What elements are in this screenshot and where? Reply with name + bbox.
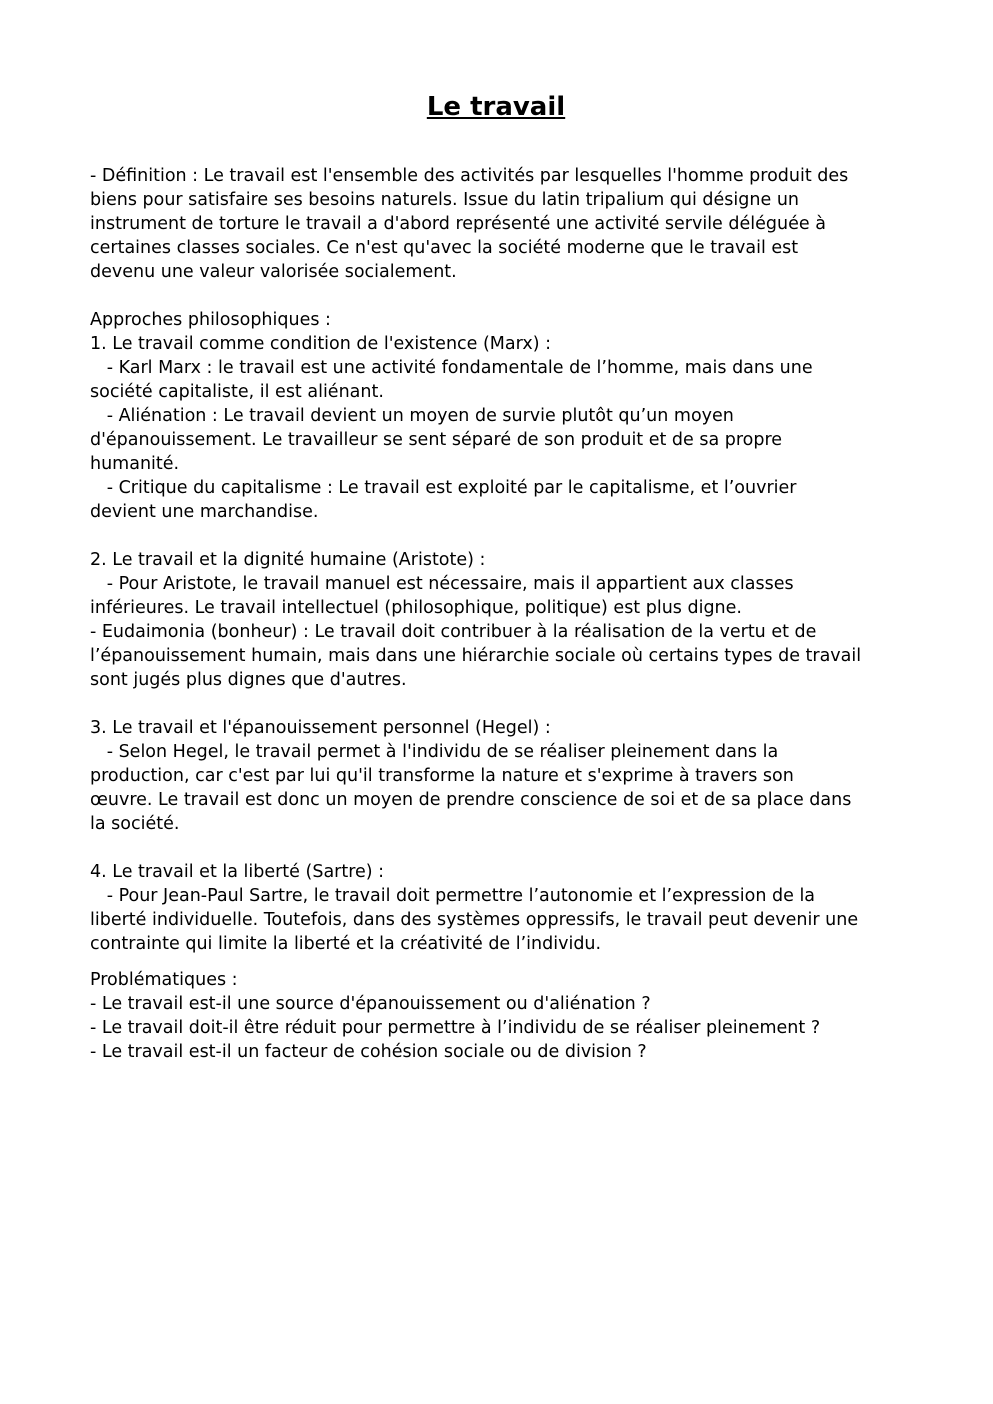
section-line: liberté individuelle. Toutefois, dans des systèmes oppressifs, le travail peut devenir une	[90, 910, 859, 930]
definition-line: biens pour satisfaire ses besoins naturels. Issue du latin tripalium qui désigne un	[90, 190, 799, 210]
section-line: production, car c'est par lui qu'il transforme la nature et s'exprime à travers son	[90, 766, 794, 786]
definition-paragraph	[90, 164, 910, 284]
section-line: - Karl Marx : le travail est une activité fondamentale de l’homme, mais dans une	[90, 358, 813, 378]
problematics-heading: Problématiques :	[90, 970, 238, 990]
section-heading: 2. Le travail et la dignité humaine (Aristote) :	[90, 550, 486, 570]
section-line: inférieures. Le travail intellectuel (philosophique, politique) est plus digne.	[90, 598, 742, 618]
section-line: - Eudaimonia (bonheur) : Le travail doit contribuer à la réalisation de la vertu et de	[90, 622, 817, 642]
paragraph-gap	[90, 692, 910, 716]
page-title: Le travail	[426, 92, 566, 122]
problematic-item: - Le travail doit-il être réduit pour permettre à l’individu de se réaliser pleinement ?	[90, 1018, 821, 1038]
problematic-item: - Le travail est-il un facteur de cohésion sociale ou de division ?	[90, 1042, 647, 1062]
paragraph-gap	[90, 956, 910, 968]
definition-line: certaines classes sociales. Ce n'est qu'avec la société moderne que le travail est	[90, 238, 799, 258]
section-aristote	[90, 548, 910, 692]
section-sartre	[90, 860, 910, 956]
definition-line: instrument de torture le travail a d'abord représenté une activité servile déléguée à	[90, 214, 826, 234]
definition-line: - Définition : Le travail est l'ensemble des activités par lesquelles l'homme produit des	[90, 166, 849, 186]
section-line: - Critique du capitalisme : Le travail est exploité par le capitalisme, et l’ouvrier	[90, 478, 797, 498]
section-line: - Pour Jean-Paul Sartre, le travail doit permettre l’autonomie et l’expression de la	[90, 886, 816, 906]
problematic-item: - Le travail est-il une source d'épanouissement ou d'aliénation ?	[90, 994, 651, 1014]
document-page	[90, 90, 910, 1064]
section-heading: 3. Le travail et l'épanouissement personnel (Hegel) :	[90, 718, 551, 738]
document-body	[90, 164, 910, 1064]
section-line: contrainte qui limite la liberté et la créativité de l’individu.	[90, 934, 602, 954]
paragraph-gap	[90, 284, 910, 308]
section-line: - Selon Hegel, le travail permet à l'individu de se réaliser pleinement dans la	[90, 742, 779, 762]
section-hegel	[90, 716, 910, 836]
approaches-heading: Approches philosophiques :	[90, 310, 331, 330]
section-line: sont jugés plus dignes que d'autres.	[90, 670, 407, 690]
section-heading: 1. Le travail comme condition de l'existence (Marx) :	[90, 334, 551, 354]
paragraph-gap	[90, 836, 910, 860]
definition-line: devenu une valeur valorisée socialement.	[90, 262, 457, 282]
section-line: la société.	[90, 814, 180, 834]
section-line: - Pour Aristote, le travail manuel est nécessaire, mais il appartient aux classes	[90, 574, 794, 594]
paragraph-gap	[90, 524, 910, 548]
section-line: société capitaliste, il est aliénant.	[90, 382, 384, 402]
section-line: l’épanouissement humain, mais dans une hiérarchie sociale où certains types de travail	[90, 646, 862, 666]
problematics-list	[90, 968, 910, 1064]
section-marx	[90, 332, 910, 524]
section-line: œuvre. Le travail est donc un moyen de prendre conscience de soi et de sa place dans	[90, 790, 852, 810]
section-line: d'épanouissement. Le travailleur se sent séparé de son produit et de sa propre	[90, 430, 783, 450]
section-line: devient une marchandise.	[90, 502, 319, 522]
section-heading: 4. Le travail et la liberté (Sartre) :	[90, 862, 385, 882]
section-line: - Aliénation : Le travail devient un moyen de survie plutôt qu’un moyen	[90, 406, 734, 426]
section-line: humanité.	[90, 454, 180, 474]
